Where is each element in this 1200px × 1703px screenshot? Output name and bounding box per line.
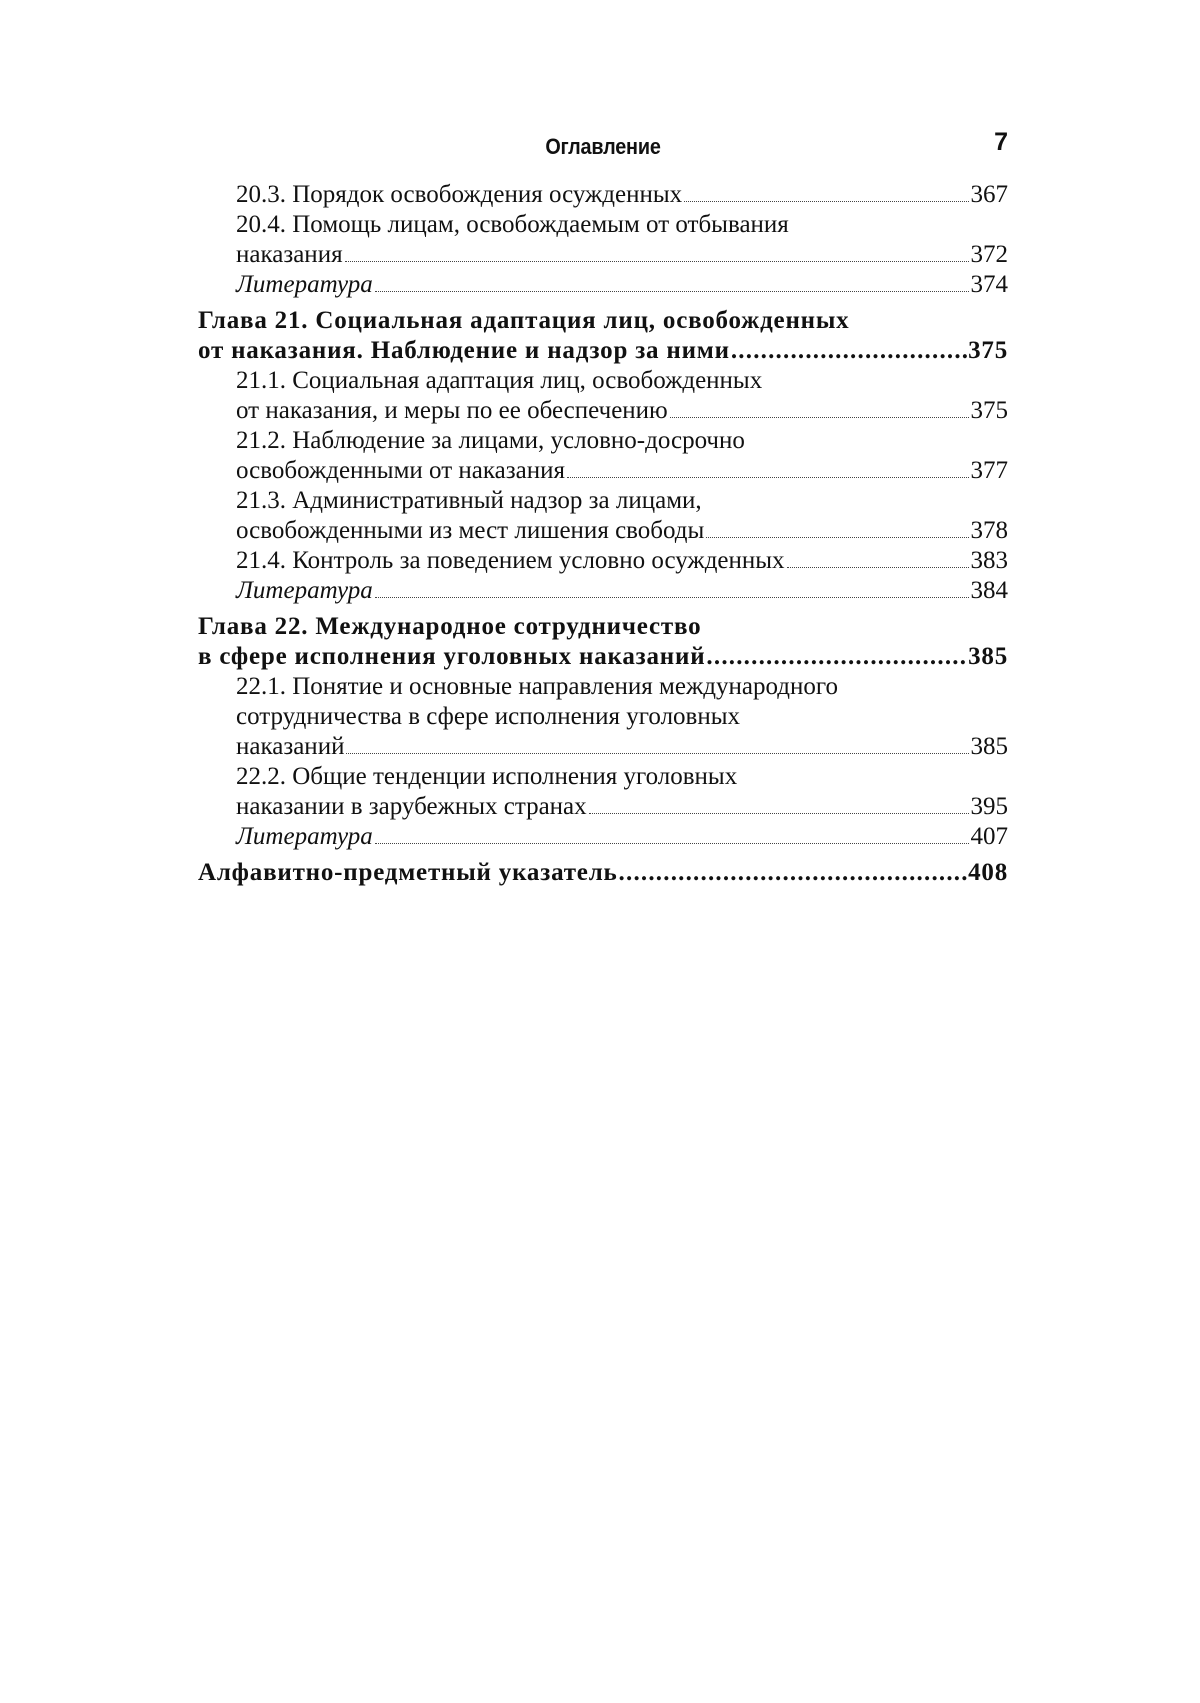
dot-leader xyxy=(787,567,969,568)
dot-leader xyxy=(375,291,969,292)
toc-entry-20-4-line1[interactable] xyxy=(198,210,1008,240)
toc-entry-text: наказании в зарубежных странах xyxy=(236,793,587,820)
toc-entry-text: освобожденными от наказания xyxy=(236,457,565,484)
toc-page-number: 384 xyxy=(970,577,1008,604)
toc-page-number: 375 xyxy=(970,397,1008,424)
toc-page-number: 395 xyxy=(970,793,1008,820)
dot-leader xyxy=(346,753,968,754)
toc-chapter-title: Алфавитно-предметный указатель xyxy=(198,859,618,886)
running-head-page-number: 7 xyxy=(994,128,1008,156)
toc-page-number: 378 xyxy=(970,517,1008,544)
toc-page-number: 385 xyxy=(968,643,1008,670)
toc-entry-22-2-line2[interactable] xyxy=(198,792,1008,822)
toc-chapter-21-line1[interactable] xyxy=(198,306,1008,336)
toc-entry-22-1-line2[interactable] xyxy=(198,702,1008,732)
toc-page-number: 374 xyxy=(970,271,1008,298)
toc-entry-21-1-line1[interactable] xyxy=(198,366,1008,396)
toc-entry-21-1-line2[interactable] xyxy=(198,396,1008,426)
toc-literature-21[interactable] xyxy=(198,576,1008,606)
toc-page-number: 372 xyxy=(970,241,1008,268)
toc-literature-22[interactable] xyxy=(198,822,1008,852)
toc-entry-21-4[interactable] xyxy=(198,546,1008,576)
toc-page-number: 375 xyxy=(968,337,1008,364)
toc-entry-text: Литература xyxy=(236,577,373,604)
toc-page-number: 385 xyxy=(970,733,1008,760)
toc-chapter-21-line2[interactable] xyxy=(198,336,1008,366)
toc-entry-22-1-line3[interactable] xyxy=(198,732,1008,762)
toc-entry-20-4-line2[interactable] xyxy=(198,240,1008,270)
dot-leader xyxy=(345,261,969,262)
toc-chapter-title: Глава 22. Международное сотрудничество xyxy=(198,613,702,640)
dot-leader xyxy=(567,477,969,478)
dot-leader xyxy=(706,642,967,672)
toc-entry-text: Литература xyxy=(236,271,373,298)
dot-leader xyxy=(684,201,968,202)
toc-chapter-22-line1[interactable] xyxy=(198,612,1008,642)
dot-leader xyxy=(375,843,969,844)
toc-chapter-title: в сфере исполнения уголовных наказаний xyxy=(198,643,706,670)
toc-chapter-title: Глава 21. Социальная адаптация лиц, освобожденных xyxy=(198,307,850,334)
dot-leader xyxy=(619,858,968,888)
toc-entry-21-2-line2[interactable] xyxy=(198,456,1008,486)
toc-page-number: 383 xyxy=(970,547,1008,574)
toc-entry-22-1-line1[interactable] xyxy=(198,672,1008,702)
toc-entry-text: от наказания, и меры по ее обеспечению xyxy=(236,397,668,424)
dot-leader xyxy=(375,597,969,598)
toc-chapter-22-line2[interactable] xyxy=(198,642,1008,672)
toc-literature-20[interactable] xyxy=(198,270,1008,300)
toc-entry-text: 21.4. Контроль за поведением условно осужденных xyxy=(236,547,785,574)
toc-entry-text: наказаний xyxy=(236,733,345,760)
dot-leader xyxy=(670,417,969,418)
toc-entry-text: освобожденными из мест лишения свободы xyxy=(236,517,705,544)
toc-entry-text: наказания xyxy=(236,241,343,268)
toc-entry-text: 21.3. Административный надзор за лицами, xyxy=(236,487,702,514)
toc-entry-text: 20.4. Помощь лицам, освобождаемым от отбывания xyxy=(236,211,789,238)
dot-leader xyxy=(731,336,967,366)
toc-page-number: 408 xyxy=(968,859,1008,886)
toc-entry-text: 21.1. Социальная адаптация лиц, освобожденных xyxy=(236,367,763,394)
toc-page-number: 367 xyxy=(970,181,1008,208)
toc-entry-text: 22.2. Общие тенденции исполнения уголовных xyxy=(236,763,738,790)
toc-entry-text: 21.2. Наблюдение за лицами, условно-досрочно xyxy=(236,427,745,454)
toc-entry-text: сотрудничества в сфере исполнения уголовных xyxy=(236,703,741,730)
toc-subject-index[interactable] xyxy=(198,858,1008,888)
toc-entry-text: 20.3. Порядок освобождения осужденных xyxy=(236,181,683,208)
toc-entry-20-3[interactable] xyxy=(198,180,1008,210)
toc-entry-text: Литература xyxy=(236,823,373,850)
running-head-title: Оглавление xyxy=(545,134,661,159)
table-of-contents xyxy=(198,180,1008,888)
running-head xyxy=(198,128,1008,168)
toc-chapter-title: от наказания. Наблюдение и надзор за ними xyxy=(198,337,730,364)
toc-entry-text: 22.1. Понятие и основные направления международного xyxy=(236,673,838,700)
dot-leader xyxy=(706,537,968,538)
toc-entry-22-2-line1[interactable] xyxy=(198,762,1008,792)
toc-entry-21-3-line2[interactable] xyxy=(198,516,1008,546)
dot-leader xyxy=(589,813,969,814)
toc-entry-21-2-line1[interactable] xyxy=(198,426,1008,456)
toc-page-number: 407 xyxy=(970,823,1008,850)
toc-page-number: 377 xyxy=(970,457,1008,484)
toc-entry-21-3-line1[interactable] xyxy=(198,486,1008,516)
